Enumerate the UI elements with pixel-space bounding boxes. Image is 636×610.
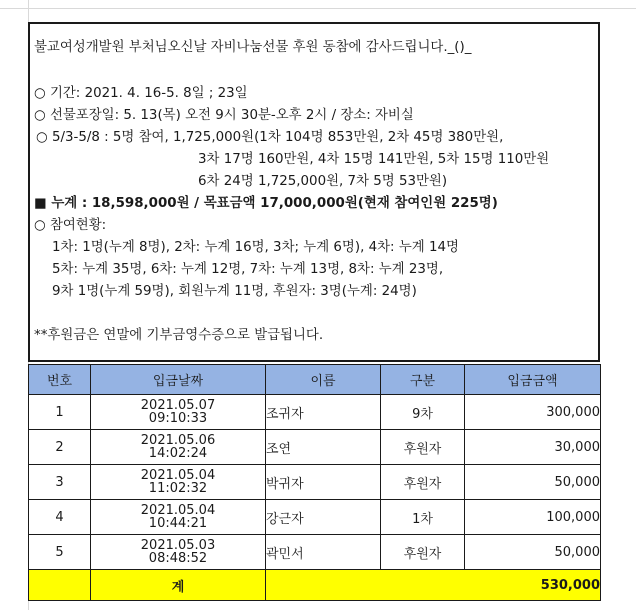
cell-date-time: 10:44:21 <box>148 516 208 531</box>
cell-date-time: 14:02:24 <box>148 446 208 461</box>
notice-status-line-3: 9차 1명(누계 59명), 회원누계 11명, 후원자: 3명(누계: 24명) <box>52 284 417 299</box>
cell-number: 3 <box>29 465 91 500</box>
cell-date <box>91 500 266 535</box>
cell-type: 후원자 <box>381 535 465 570</box>
header-name: 이름 <box>266 365 381 395</box>
table-row <box>29 500 601 535</box>
total-row <box>29 570 601 601</box>
table-header-row <box>29 365 601 395</box>
cell-date-day: 2021.05.06 <box>140 433 216 448</box>
table-row <box>29 535 601 570</box>
notice-total: ■ 누계 : 18,598,000원 / 목표금액 17,000,000원(현재 참여인원 225명) <box>34 196 498 211</box>
cell-date-time: 11:02:32 <box>148 481 208 496</box>
notice-packing: ○ 선물포장일: 5. 13(목) 오전 9시 30분-오후 2시 / 장소: 자비실 <box>34 108 414 123</box>
notice-summary-line-3: 6차 24명 1,725,000원, 7차 5명 53만원) <box>198 174 448 189</box>
cell-date-day: 2021.05.03 <box>140 538 216 553</box>
notice-status-line-1: 1차: 1명(누계 8명), 2차: 누계 16명, 3차; 누계 6명), 4차: 누계 14명 <box>52 240 459 255</box>
cell-date <box>91 535 266 570</box>
header-number: 번호 <box>29 365 91 395</box>
cell-name: 곽민서 <box>266 535 381 570</box>
header-date: 입금날짜 <box>91 365 266 395</box>
cell-name: 강근자 <box>266 500 381 535</box>
cell-name: 조귀자 <box>266 395 381 430</box>
cell-type: 후원자 <box>381 430 465 465</box>
header-type: 구분 <box>381 365 465 395</box>
grid-line <box>0 8 636 9</box>
cell-type: 9차 <box>381 395 465 430</box>
cell-name: 조연 <box>266 430 381 465</box>
notice-period: ○ 기간: 2021. 4. 16-5. 8일 ; 23일 <box>34 86 248 101</box>
cell-amount: 30,000 <box>465 430 601 465</box>
cell-date <box>91 430 266 465</box>
donation-table <box>28 364 601 601</box>
notice-title: 불교여성개발원 부처님오신날 자비나눔선물 후원 동참에 감사드립니다._()_ <box>34 40 472 55</box>
cell-date-time: 09:10:33 <box>148 411 208 426</box>
notice-summary-line-2: 3차 17명 160만원, 4차 15명 141만원, 5차 15명 110만원 <box>198 152 550 167</box>
total-amount: 530,000 <box>266 570 601 601</box>
cell-date-day: 2021.05.04 <box>140 503 216 518</box>
cell-date <box>91 465 266 500</box>
total-blank-cell <box>29 570 91 601</box>
cell-date-day: 2021.05.07 <box>140 398 216 413</box>
notice-footnote: **후원금은 연말에 기부금영수증으로 발급됩니다. <box>34 328 324 343</box>
cell-date-day: 2021.05.04 <box>140 468 216 483</box>
table-row <box>29 430 601 465</box>
notice-box <box>28 22 600 362</box>
table-row <box>29 395 601 430</box>
cell-name: 박귀자 <box>266 465 381 500</box>
notice-summary-line-1: ○ 5/3-5/8 : 5명 참여, 1,725,000원(1차 104명 853만원, 2차 45명 380만원, <box>36 130 504 145</box>
cell-number: 4 <box>29 500 91 535</box>
notice-status-line-2: 5차: 누계 35명, 6차: 누계 12명, 7차: 누계 13명, 8차: 누계 23명, <box>52 262 444 277</box>
cell-amount: 50,000 <box>465 535 601 570</box>
cell-number: 1 <box>29 395 91 430</box>
cell-amount: 300,000 <box>465 395 601 430</box>
cell-type: 1차 <box>381 500 465 535</box>
notice-status-heading: ○ 참여현황: <box>34 218 107 233</box>
cell-amount: 100,000 <box>465 500 601 535</box>
cell-date-time: 08:48:52 <box>148 551 208 566</box>
cell-number: 2 <box>29 430 91 465</box>
total-label: 계 <box>91 570 266 601</box>
cell-type: 후원자 <box>381 465 465 500</box>
table-row <box>29 465 601 500</box>
cell-amount: 50,000 <box>465 465 601 500</box>
cell-number: 5 <box>29 535 91 570</box>
cell-date <box>91 395 266 430</box>
header-amount: 입금금액 <box>465 365 601 395</box>
